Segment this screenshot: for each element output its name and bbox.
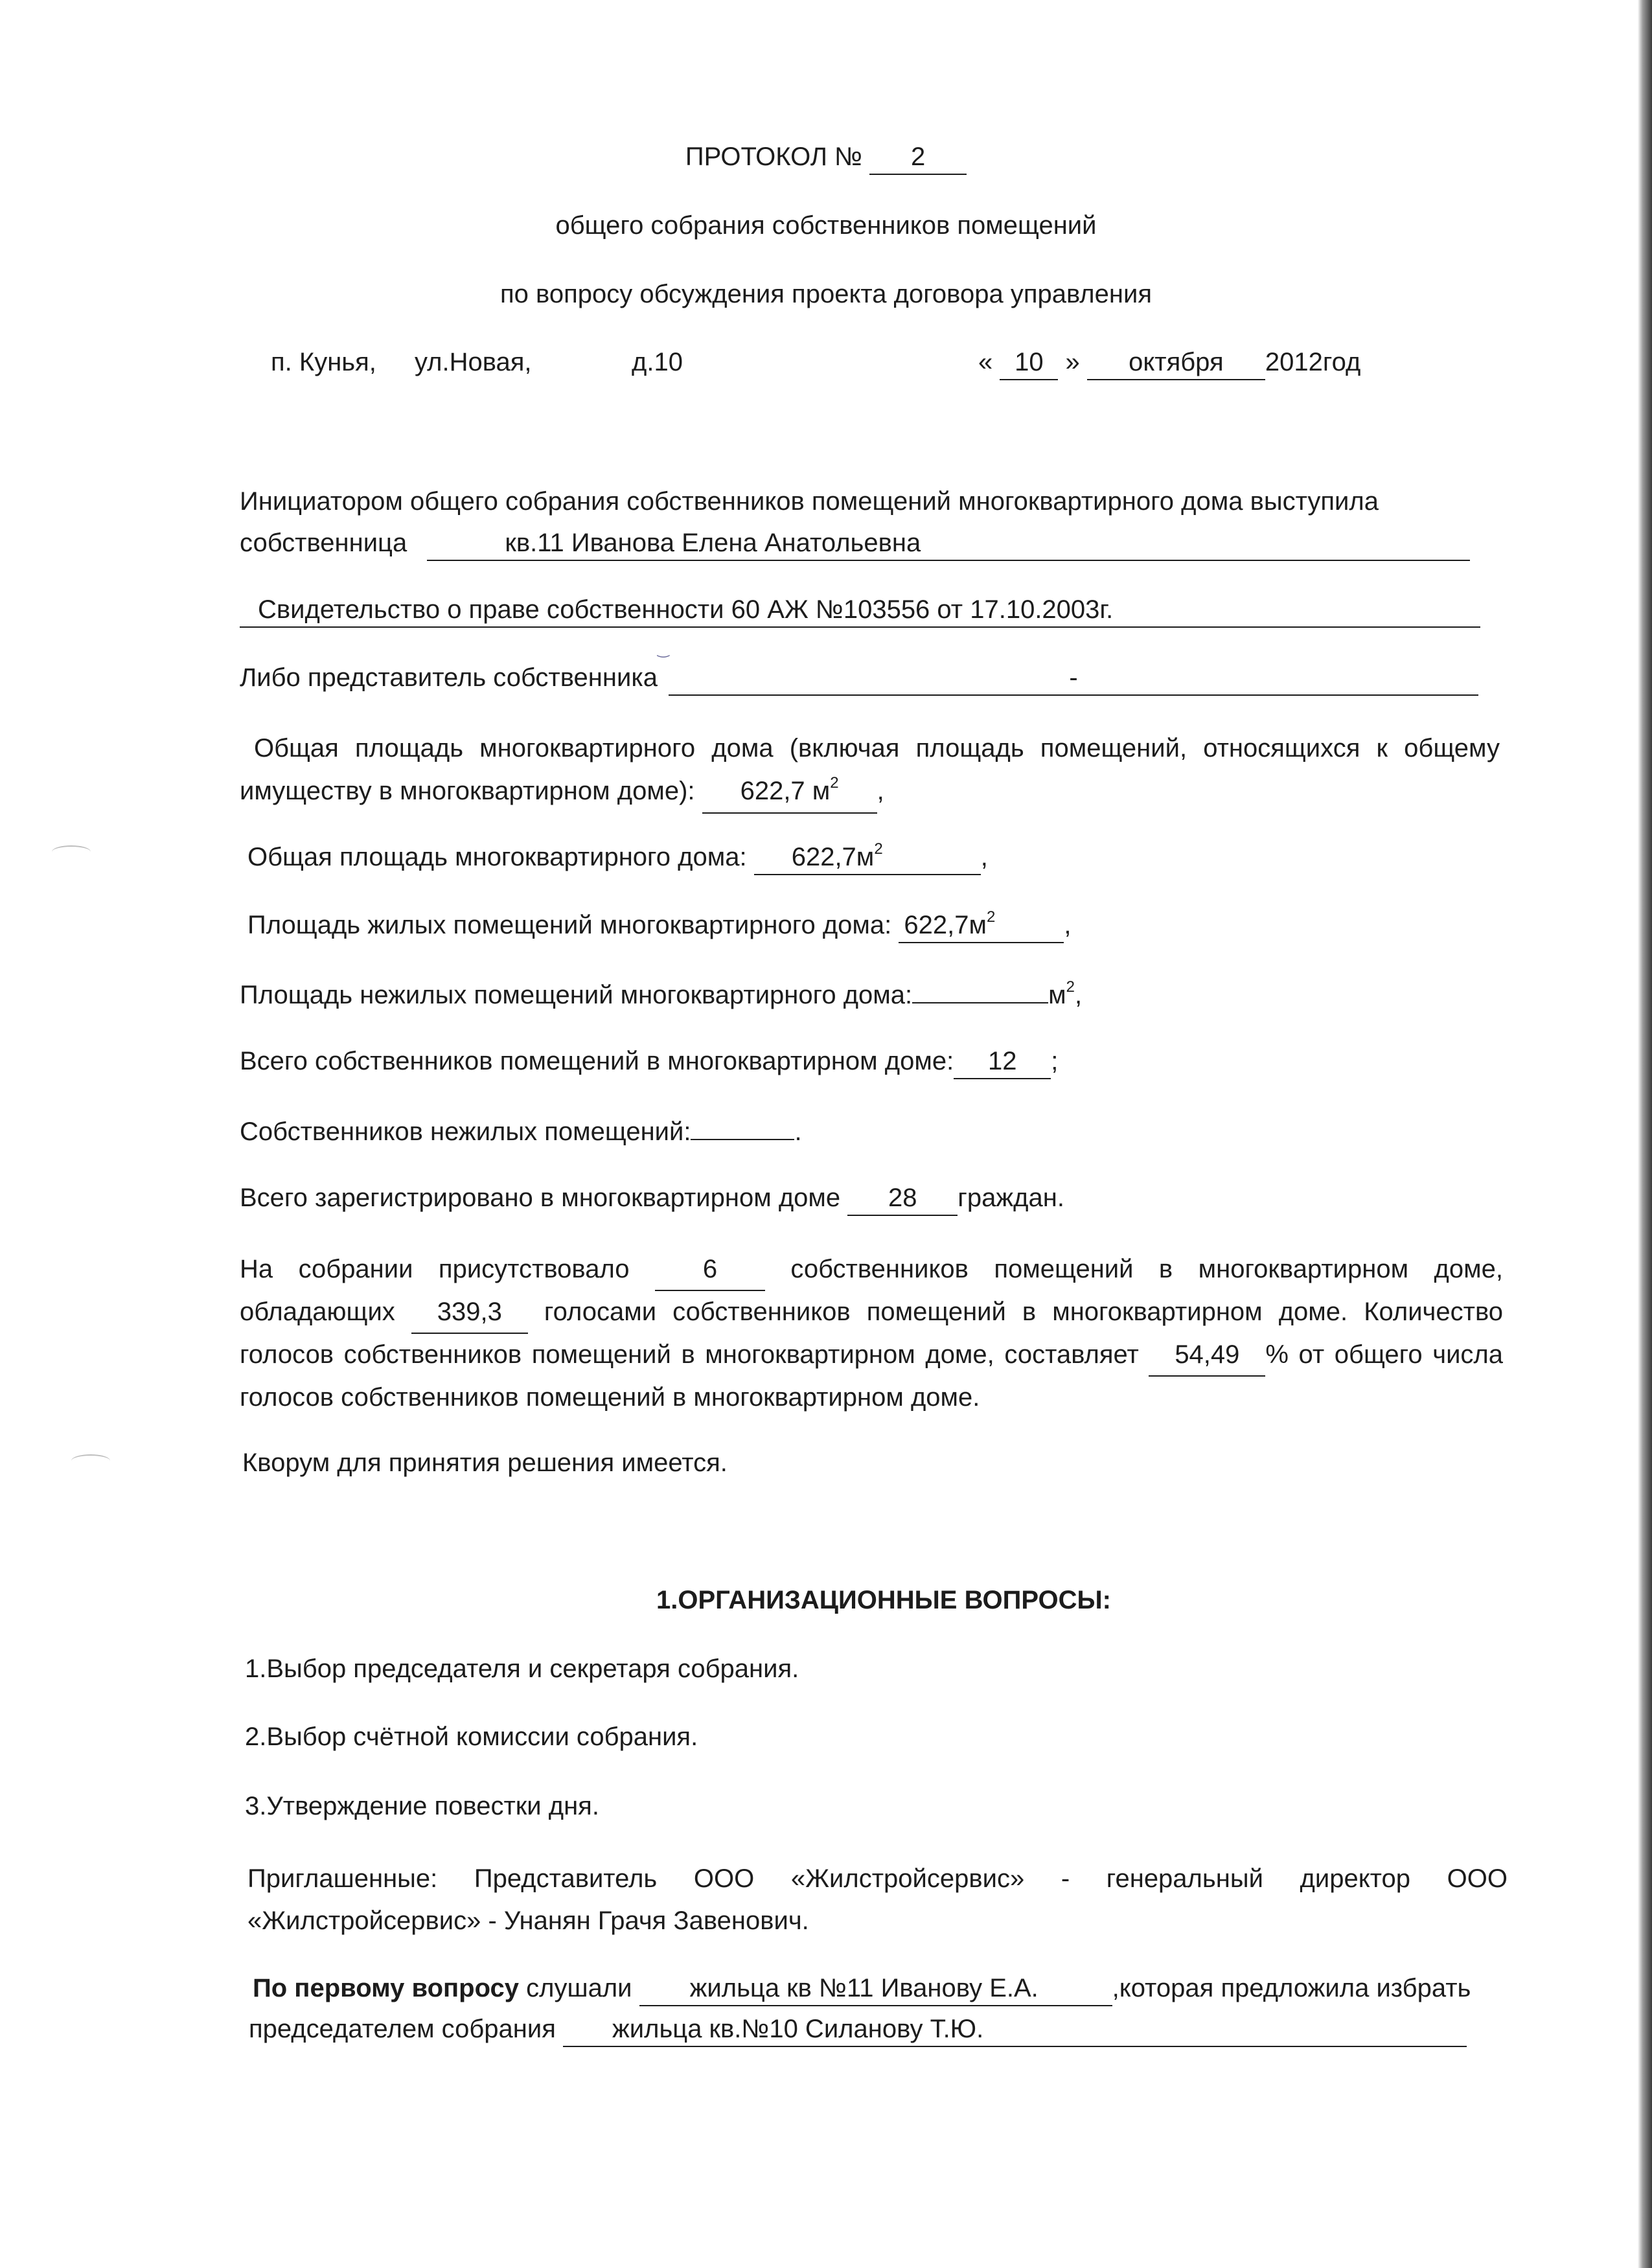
ownership-certificate: Свидетельство о праве собственности 60 АЖ №103556 от 17.10.2003г. xyxy=(240,593,1480,628)
votes-value: 339,3 xyxy=(437,1298,502,1326)
protocol-number: 2 xyxy=(911,143,926,171)
quorum-statement: Кворум для принятия решения имеется. xyxy=(242,1449,728,1477)
present-count: 6 xyxy=(702,1255,718,1283)
section-title: 1.ОРГАНИЗАЦИОННЫЕ ВОПРОСЫ: xyxy=(656,1586,1111,1614)
agenda-item: 1.Выбор председателя и секретаря собрания. xyxy=(245,1655,799,1683)
agenda-item: 3.Утверждение повестки дня. xyxy=(245,1792,599,1820)
owners-total: Всего собственников помещений в многоквартирном доме: 12 ; xyxy=(240,1044,1058,1079)
settlement: п. Кунья, xyxy=(271,348,376,376)
attendance-paragraph: На собрании присутствовало 6 собственников помещений в многоквартирном доме, обладающих 339,3 голосами собственников помещений в многоквартирном доме. Количество голосов собственников помещений в многоквартирном доме, составляет 54,49 % от общего числа голосов собственников помещений в многоквартирном доме. xyxy=(240,1248,1503,1418)
first-question-line: По первому вопросу слушали жильца кв №11 Иванову Е.А. ,которая предложила избрать xyxy=(253,1971,1471,2006)
chair-name: жильца кв.№10 Силанову Т.Ю. xyxy=(612,2015,984,2043)
owners-nonliving: Собственников нежилых помещений: . xyxy=(240,1113,802,1149)
protocol-subtitle: общего собрания собственников помещений xyxy=(555,211,1097,240)
ink-speck: ‿ xyxy=(658,641,669,658)
registered-citizens: Всего зарегистрировано в многоквартирном доме 28 граждан. xyxy=(240,1181,1064,1216)
street: ул.Новая, xyxy=(415,348,532,376)
house-number: д.10 xyxy=(632,348,683,376)
meeting-date: « 10 » октября 2012год xyxy=(978,345,1360,380)
nonliving-area: Площадь нежилых помещений многоквартирного дома: $м^2$, xyxy=(240,976,1082,1012)
scan-mark xyxy=(71,1454,110,1467)
speaker-name: жильца кв №11 Иванову Е.А. xyxy=(689,1974,1038,2002)
living-area: Площадь жилых помещений многоквартирного дома: $622,7м^2$ , xyxy=(247,908,1072,943)
chair-proposal-line: председателем собрания жильца кв.№10 Силанову Т.Ю. xyxy=(249,2012,1467,2047)
invited-paragraph: Приглашенные: Представитель ООО «Жилстройсервис» - генеральный директор ООО «Жилстройсервис» - Унанян Грачя Завенович. xyxy=(247,1864,1508,1935)
protocol-topic: по вопросу обсуждения проекта договора управления xyxy=(500,280,1152,308)
owner-name: кв.11 Иванова Елена Анатольевна xyxy=(505,529,921,557)
initiator-owner: собственница кв.11 Иванова Елена Анатольевна xyxy=(240,526,1470,561)
scan-mark xyxy=(52,845,91,858)
agenda-item: 2.Выбор счётной комиссии собрания. xyxy=(245,1723,698,1751)
total-area: Общая площадь многоквартирного дома: $622,7м^2$ , xyxy=(247,840,988,875)
scan-edge xyxy=(1638,0,1652,2268)
representative-line: Либо представитель собственника - xyxy=(240,661,1478,696)
initiator-intro: Инициатором общего собрания собственников помещений многоквартирного дома выступила xyxy=(240,487,1379,516)
percent-value: 54,49 xyxy=(1175,1340,1240,1369)
total-area-incl-common: Общая площадь многоквартирного дома (включая площадь помещений, относящихся к общему имуществу в многоквартирном доме): 622,7 $м^2$ , xyxy=(240,727,1500,814)
protocol-title: ПРОТОКОЛ № 2 xyxy=(0,140,1652,175)
